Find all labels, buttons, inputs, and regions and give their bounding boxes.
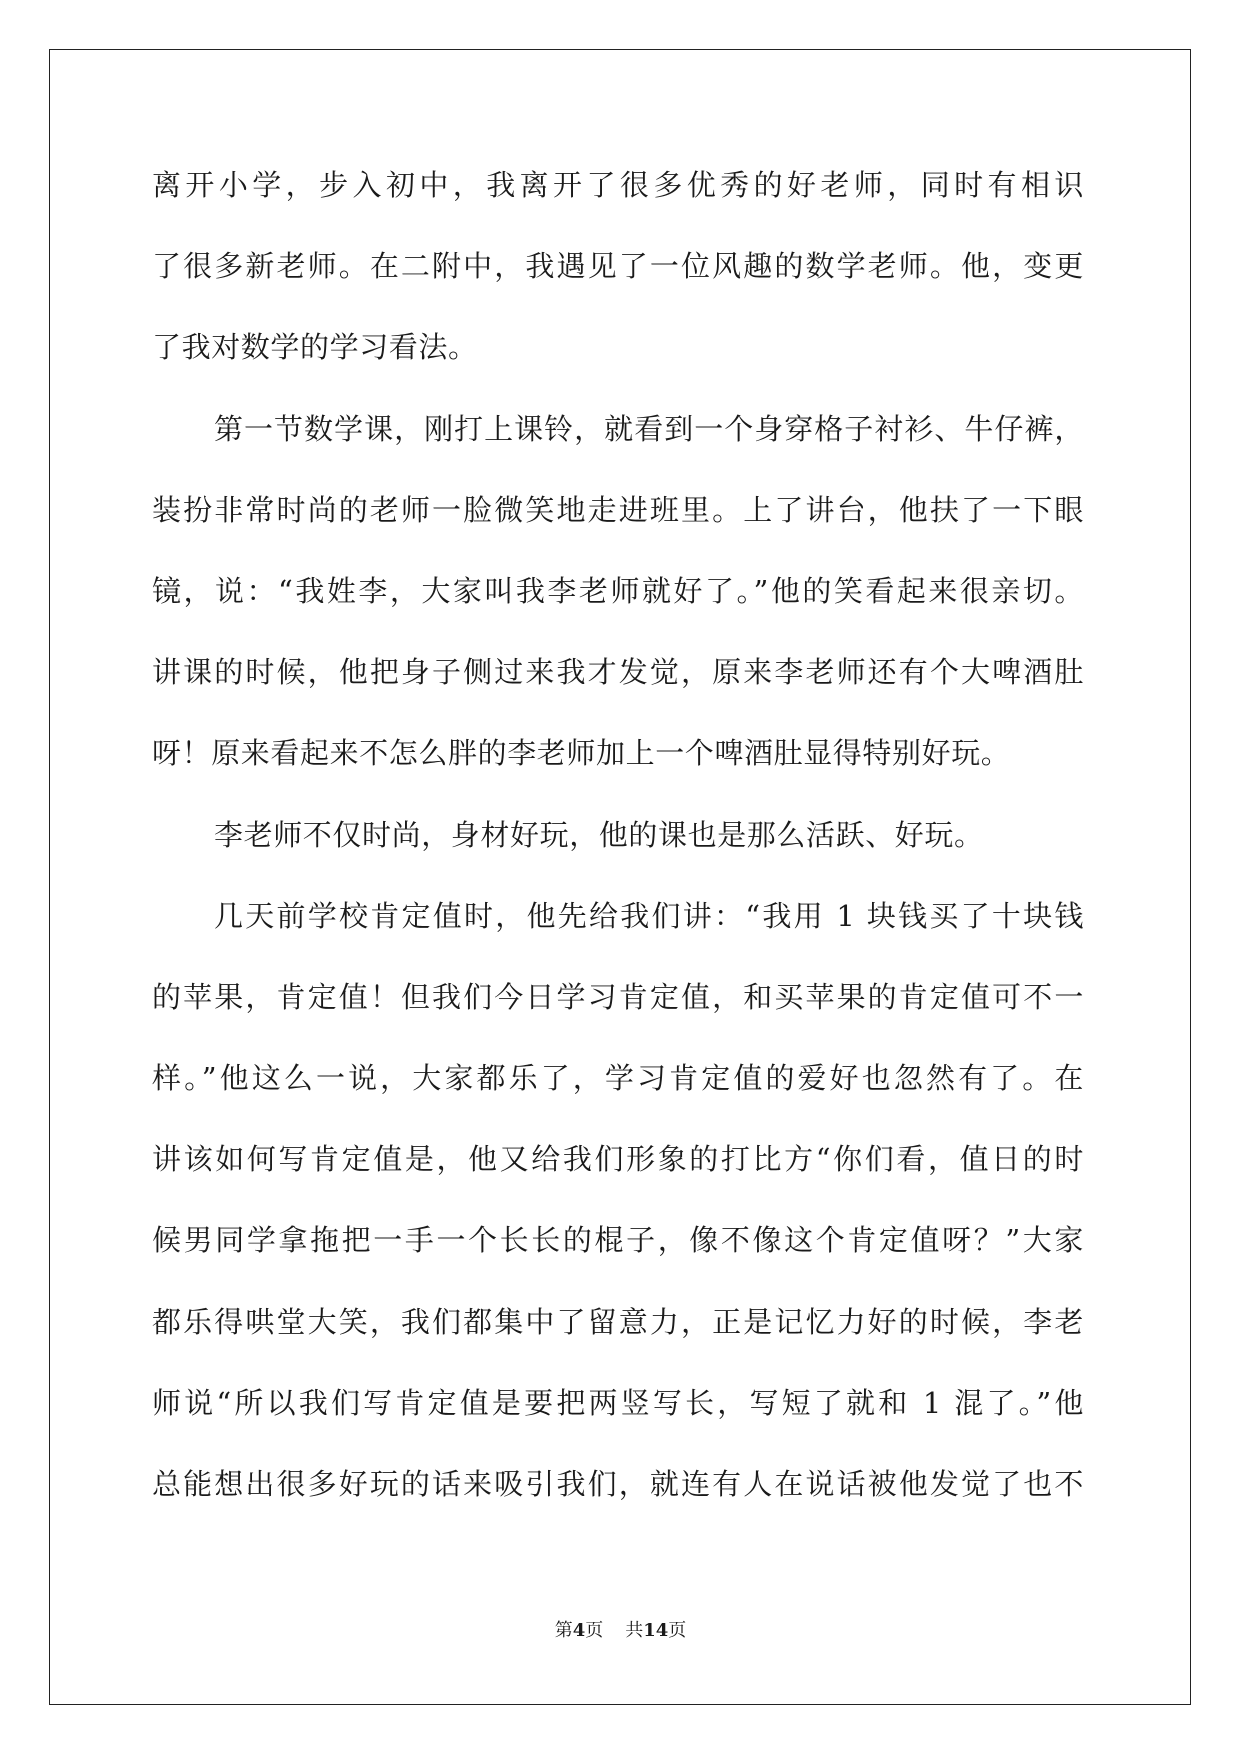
- text-line-3: 了我对数学的学习看法。: [152, 330, 478, 365]
- text-line-9: 李老师不仅时尚，身材好玩，他的课也是那么活跃、好玩。: [214, 817, 984, 852]
- text-line-1: 离开小学，步入初中，我离开了很多优秀的好老师，同时有相识: [152, 168, 1084, 202]
- text-line-12: 样。”他这么一说，大家都乐了，学习肯定值的爱好也忽然有了。在: [152, 1061, 1084, 1096]
- text-line-15: 都乐得哄堂大笑，我们都集中了留意力，正是记忆力好的时候，李老: [152, 1304, 1084, 1339]
- text-line-8: 呀！原来看起来不怎么胖的李老师加上一个啤酒肚显得特别好玩。: [152, 736, 1011, 771]
- text-line-2: 了很多新老师。在二附中，我遇见了一位风趣的数学老师。他，变更: [152, 249, 1084, 284]
- text-line-17: 总能想出很多好玩的话来吸引我们，就连有人在说话被他发觉了也不: [152, 1467, 1084, 1501]
- total-pages: 14: [643, 1620, 669, 1641]
- page-suffix: 页: [585, 1620, 604, 1641]
- text-line-14: 候男同学拿拖把一手一个长长的棍子，像不像这个肯定值呀？”大家: [152, 1223, 1084, 1258]
- total-prefix: 共: [625, 1620, 644, 1641]
- page-footer: [0, 1616, 1241, 1642]
- text-line-5: 装扮非常时尚的老师一脸微笑地走进班里。上了讲台，他扶了一下眼: [152, 492, 1084, 527]
- text-line-13: 讲该如何写肯定值是，他又给我们形象的打比方“你们看，值日的时: [152, 1142, 1084, 1177]
- text-line-4: 第一节数学课，刚打上课铃，就看到一个身穿格子衬衫、牛仔裤，: [214, 411, 1084, 446]
- page-number: 4: [572, 1620, 586, 1641]
- document-body: [152, 161, 1084, 1541]
- text-line-16: 师说“所以我们写肯定值是要把两竖写长，写短了就和 1 混了。”他: [152, 1385, 1084, 1420]
- total-suffix: 页: [668, 1620, 687, 1641]
- text-line-7: 讲课的时候，他把身子侧过来我才发觉，原来李老师还有个大啤酒肚: [152, 655, 1084, 690]
- text-line-6: 镜，说：“我姓李，大家叫我李老师就好了。”他的笑看起来很亲切。: [152, 573, 1084, 608]
- page-prefix: 第: [554, 1620, 573, 1641]
- text-line-10: 几天前学校肯定值时，他先给我们讲：“我用 1 块钱买了十块钱: [214, 898, 1084, 933]
- text-line-11: 的苹果，肯定值！但我们今日学习肯定值，和买苹果的肯定值可不一: [152, 979, 1084, 1014]
